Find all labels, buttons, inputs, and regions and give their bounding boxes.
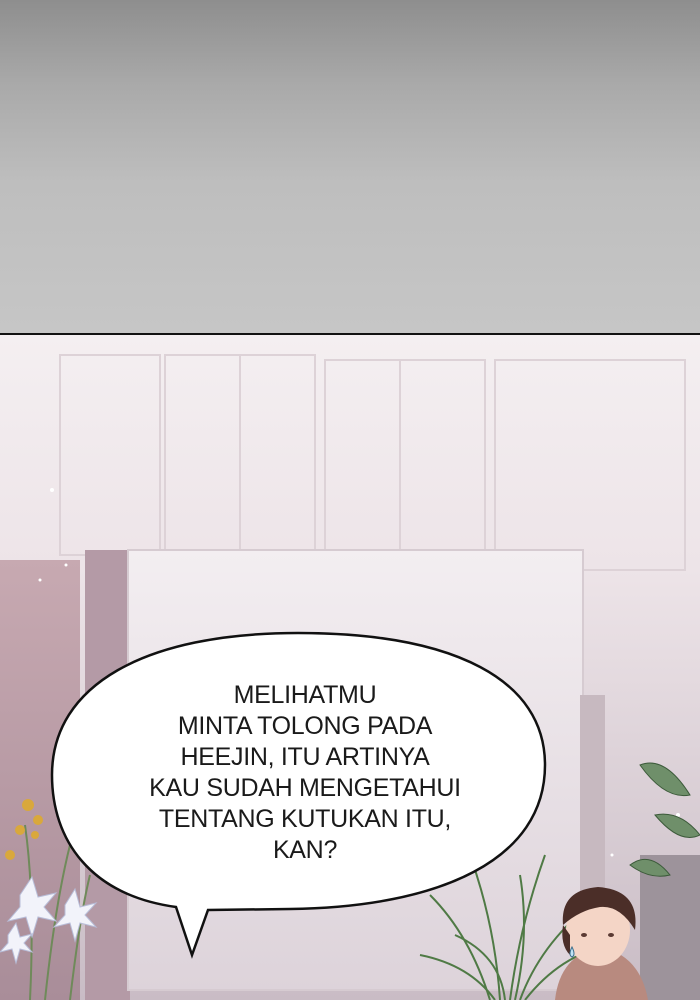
bubble-line-6: KAN? <box>272 836 338 864</box>
bubble-line-3: HEEJIN, ITU ARTINYA <box>180 743 430 771</box>
bubble-line-2: MINTA TOLONG PADA <box>177 712 433 740</box>
bubble-text <box>95 680 515 866</box>
bubble-line-1: MELIHATMU <box>233 681 377 709</box>
gray-panel <box>0 0 700 333</box>
office-scene <box>0 335 700 1000</box>
pot <box>640 855 700 1000</box>
bubble-line-5: TENTANG KUTUKAN ITU, <box>158 805 452 833</box>
bubble-line-4: KAU SUDAH MENGETAHUI <box>149 774 461 802</box>
